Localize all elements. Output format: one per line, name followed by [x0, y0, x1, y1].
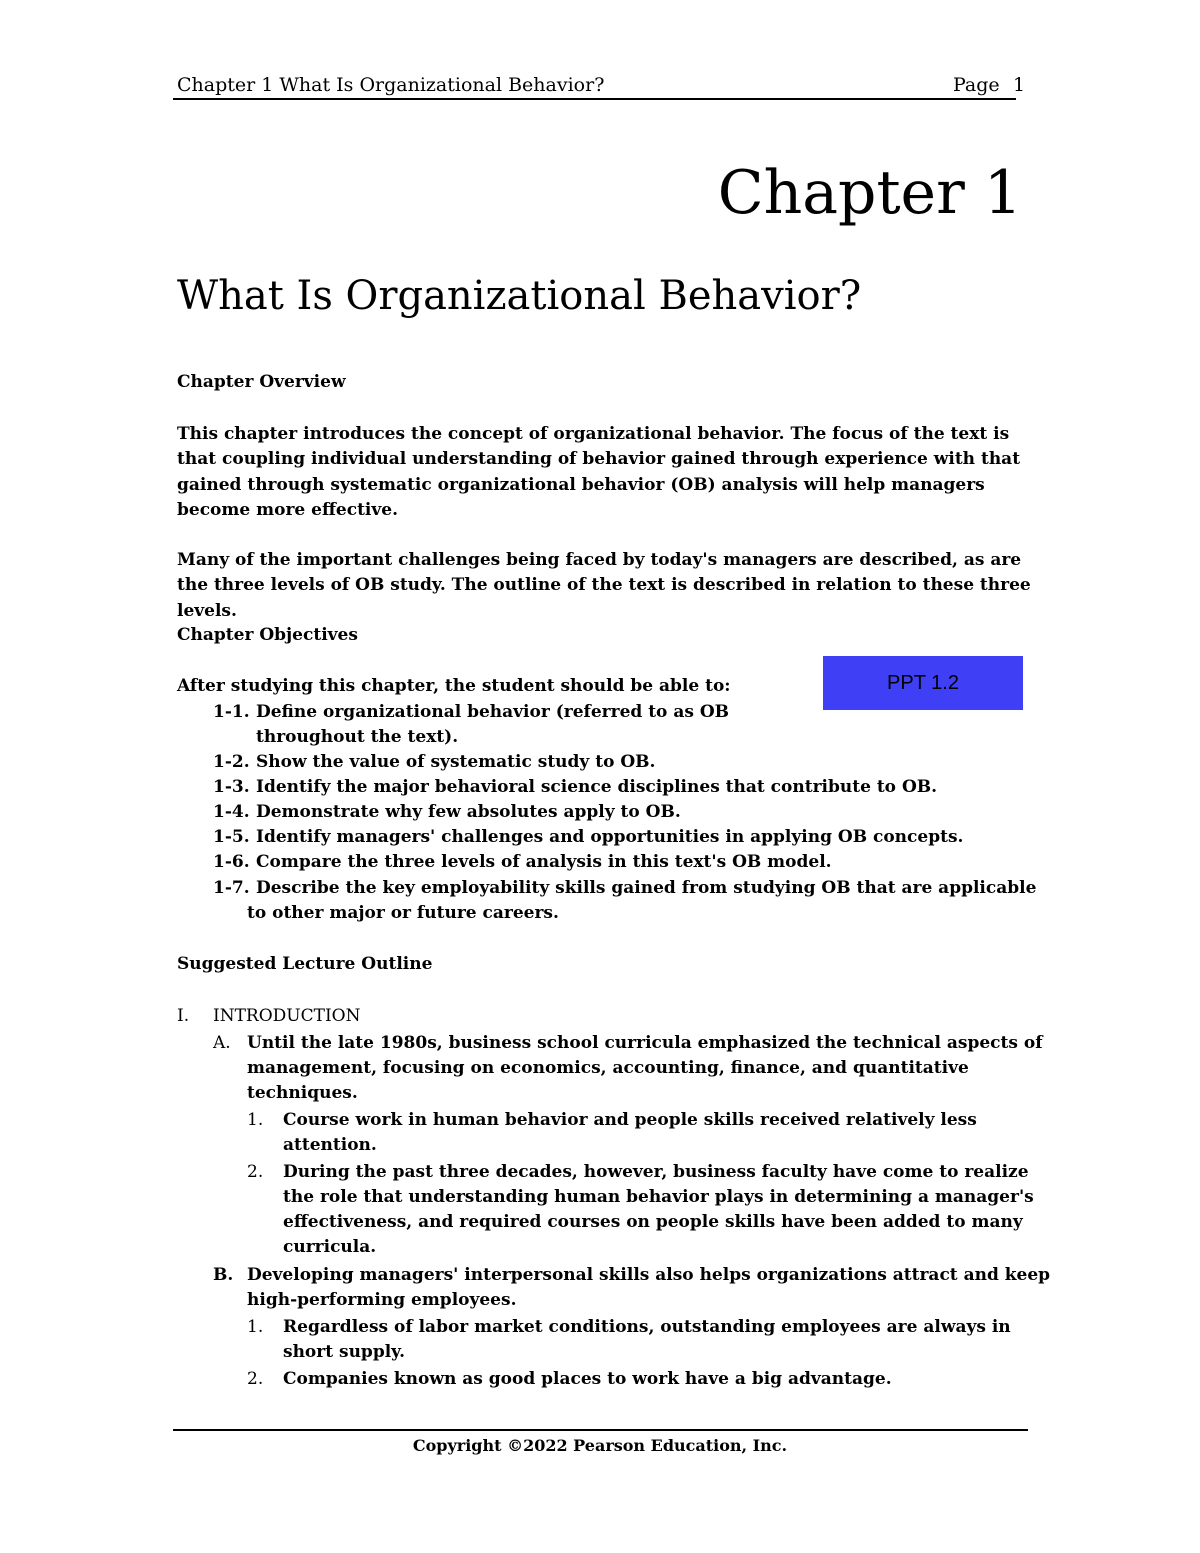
outline-text: Until the late 1980s, business school curricula emphasized the technical aspects of — [247, 1033, 1043, 1053]
footer-copyright: Copyright ©2022 Pearson Education, Inc. — [412, 1436, 788, 1455]
objective-number: 1-3. — [213, 777, 250, 797]
outline-number-marker: 2. — [247, 1162, 264, 1182]
outline-roman-marker: I. — [177, 1006, 190, 1026]
objective-text: Identify the major behavioral science disciplines that contribute to OB. — [256, 777, 938, 797]
header-rule — [173, 98, 1016, 100]
objective-text: Define organizational behavior (referred to as OB — [256, 702, 729, 722]
outline-heading: Suggested Lecture Outline — [177, 954, 433, 974]
chapter-number: Chapter 1 — [717, 158, 1022, 228]
objective-text: Compare the three levels of analysis in this text's OB model. — [256, 852, 832, 872]
outline-number-marker: 2. — [247, 1369, 264, 1389]
objective-number: 1-1. — [213, 702, 250, 722]
outline-text: During the past three decades, however, business faculty have come to realize — [283, 1162, 1029, 1182]
overview-heading: Chapter Overview — [177, 372, 346, 392]
objective-number: 1-7. — [213, 878, 250, 898]
objective-number: 1-6. — [213, 852, 250, 872]
objective-text: Show the value of systematic study to OB. — [256, 752, 656, 772]
overview-paragraph-1: This chapter introduces the concept of organizational behavior. The focus of the text is that coupling individual understanding of behavior gained through experience with that gained through systematic organizational behavior (OB) analysis will help managers become more effective. — [177, 424, 1021, 521]
overview-paragraph-2: Many of the important challenges being faced by today's managers are described, as are the three levels of OB study. The outline of the text is described in relation to these three levels. — [177, 550, 1031, 621]
outline-text: attention. — [283, 1135, 377, 1155]
outline-number-marker: 1. — [247, 1317, 264, 1337]
outline-letter-marker: A. — [213, 1033, 231, 1053]
outline-text: short supply. — [283, 1342, 406, 1362]
outline-text: Companies known as good places to work have a big advantage. — [283, 1369, 892, 1389]
outline-text: high-performing employees. — [247, 1290, 517, 1310]
running-header-page-label: Page — [953, 74, 1000, 96]
outline-text: effectiveness, and required courses on people skills have been added to many — [283, 1212, 1023, 1232]
objective-number: 1-4. — [213, 802, 250, 822]
outline-text: the role that understanding human behavior plays in determining a manager's — [283, 1187, 1034, 1207]
ppt-slide-badge: PPT 1.2 — [823, 656, 1023, 710]
outline-letter-marker: B. — [213, 1265, 234, 1285]
objectives-heading: Chapter Objectives — [177, 625, 358, 645]
objective-text: Demonstrate why few absolutes apply to OB. — [256, 802, 681, 822]
running-header-page-number: 1 — [1013, 74, 1026, 96]
chapter-title: What Is Organizational Behavior? — [177, 273, 862, 319]
outline-text: Regardless of labor market conditions, outstanding employees are always in — [283, 1317, 1011, 1337]
outline-text: Developing managers' interpersonal skills also helps organizations attract and keep — [247, 1265, 1051, 1285]
objective-number: 1-5. — [213, 827, 250, 847]
outline-text: curricula. — [283, 1237, 377, 1257]
objectives-intro: After studying this chapter, the student should be able to: — [177, 676, 731, 696]
outline-text: Course work in human behavior and people skills received relatively less — [283, 1110, 977, 1130]
outline-text: techniques. — [247, 1083, 358, 1103]
objective-text: Identify managers' challenges and opportunities in applying OB concepts. — [256, 827, 964, 847]
objective-text: throughout the text). — [256, 727, 459, 747]
objective-number: 1-2. — [213, 752, 250, 772]
objective-text: Describe the key employability skills gained from studying OB that are applicable — [256, 878, 1037, 898]
objective-text: to other major or future careers. — [247, 903, 559, 923]
running-header-title: Chapter 1 What Is Organizational Behavior? — [177, 74, 605, 96]
outline-number-marker: 1. — [247, 1110, 264, 1130]
outline-text: management, focusing on economics, accounting, finance, and quantitative — [247, 1058, 969, 1078]
footer-rule — [173, 1429, 1028, 1431]
outline-section-title: INTRODUCTION — [213, 1006, 361, 1026]
